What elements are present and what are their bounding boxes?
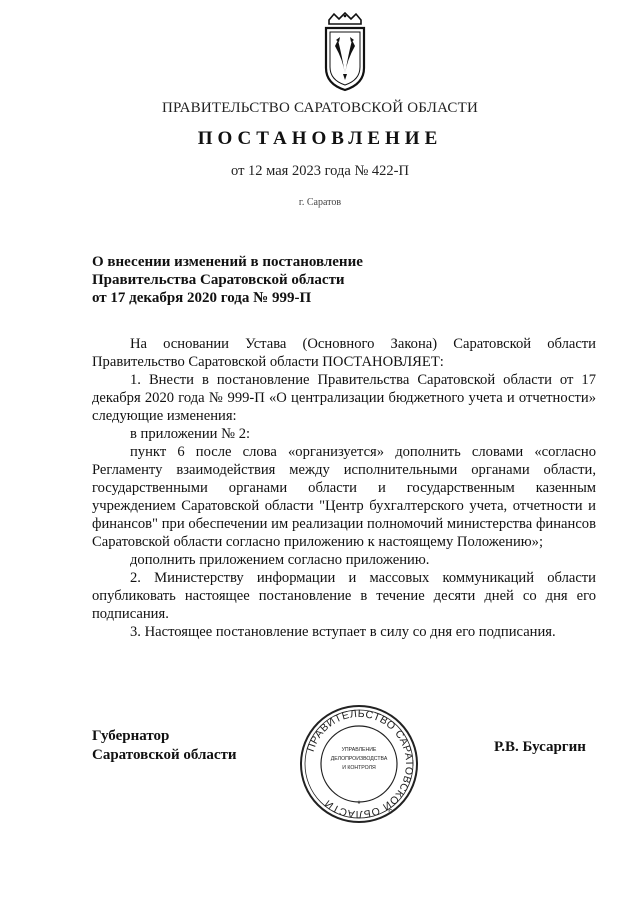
subject-line: от 17 декабря 2020 года № 999-П [92, 290, 312, 306]
subject-line: Правительства Саратовской области [92, 272, 345, 288]
document-city: г. Саратов [298, 197, 342, 208]
document-subject [92, 253, 363, 307]
subject-line: О внесении изменений в постановление [92, 254, 363, 270]
seal-inner-text: И КОНТРОЛЯ [342, 765, 376, 771]
signatory-position-line: Губернатор [92, 728, 170, 744]
document-type: ПОСТАНОВЛЕНИЕ [197, 128, 443, 149]
document-date-number: от 12 мая 2023 года № 422-П [231, 163, 409, 179]
signatory-position-line: Саратовской области [92, 747, 237, 763]
body-paragraph: дополнить приложением согласно приложению. [130, 552, 430, 568]
document-body [92, 335, 596, 641]
body-paragraph: 1. Внести в постановление Правительства Саратовской области от 17 декабря 2020 года № 999-П «О централизации бюджетного учета и отчетности» следующие изменения: [92, 372, 596, 424]
body-paragraph: 2. Министерству информации и массовых коммуникаций области опубликовать настоящее постановление в течение десяти дней со дня его подписания. [92, 570, 596, 622]
signatory-name: Р.В. Бусаргин [494, 739, 586, 755]
government-title: ПРАВИТЕЛЬСТВО САРАТОВСКОЙ ОБЛАСТИ [161, 100, 479, 116]
seal-ring-text: ПРАВИТЕЛЬСТВО САРАТОВСКОЙ ОБЛАСТИ [304, 707, 416, 821]
official-seal [298, 703, 420, 825]
seal-star: * [357, 799, 361, 809]
body-paragraph: в приложении № 2: [130, 426, 251, 442]
body-paragraph: 3. Настоящее постановление вступает в силу со дня его подписания. [130, 624, 556, 640]
body-paragraph: пункт 6 после слова «организуется» дополнить словами «согласно Регламенту взаимодействия между исполнительными органами области, государственными органами области и государственным казенным учреждением Саратовской области "Центр бухгалтерского учета, отчетности и финансов" при обеспечении им реализации полномочий министерства финансов Саратовской области согласно приложению к настоящему Положению»; [92, 444, 596, 550]
coat-of-arms-icon [321, 12, 369, 92]
signatory-position [92, 727, 237, 765]
seal-inner-text: ДЕЛОПРОИЗВОДСТВА [330, 756, 388, 762]
body-paragraph: На основании Устава (Основного Закона) Саратовской области Правительство Саратовской области ПОСТАНОВЛЯЕТ: [92, 336, 596, 370]
seal-inner-text: УПРАВЛЕНИЕ [341, 747, 377, 753]
